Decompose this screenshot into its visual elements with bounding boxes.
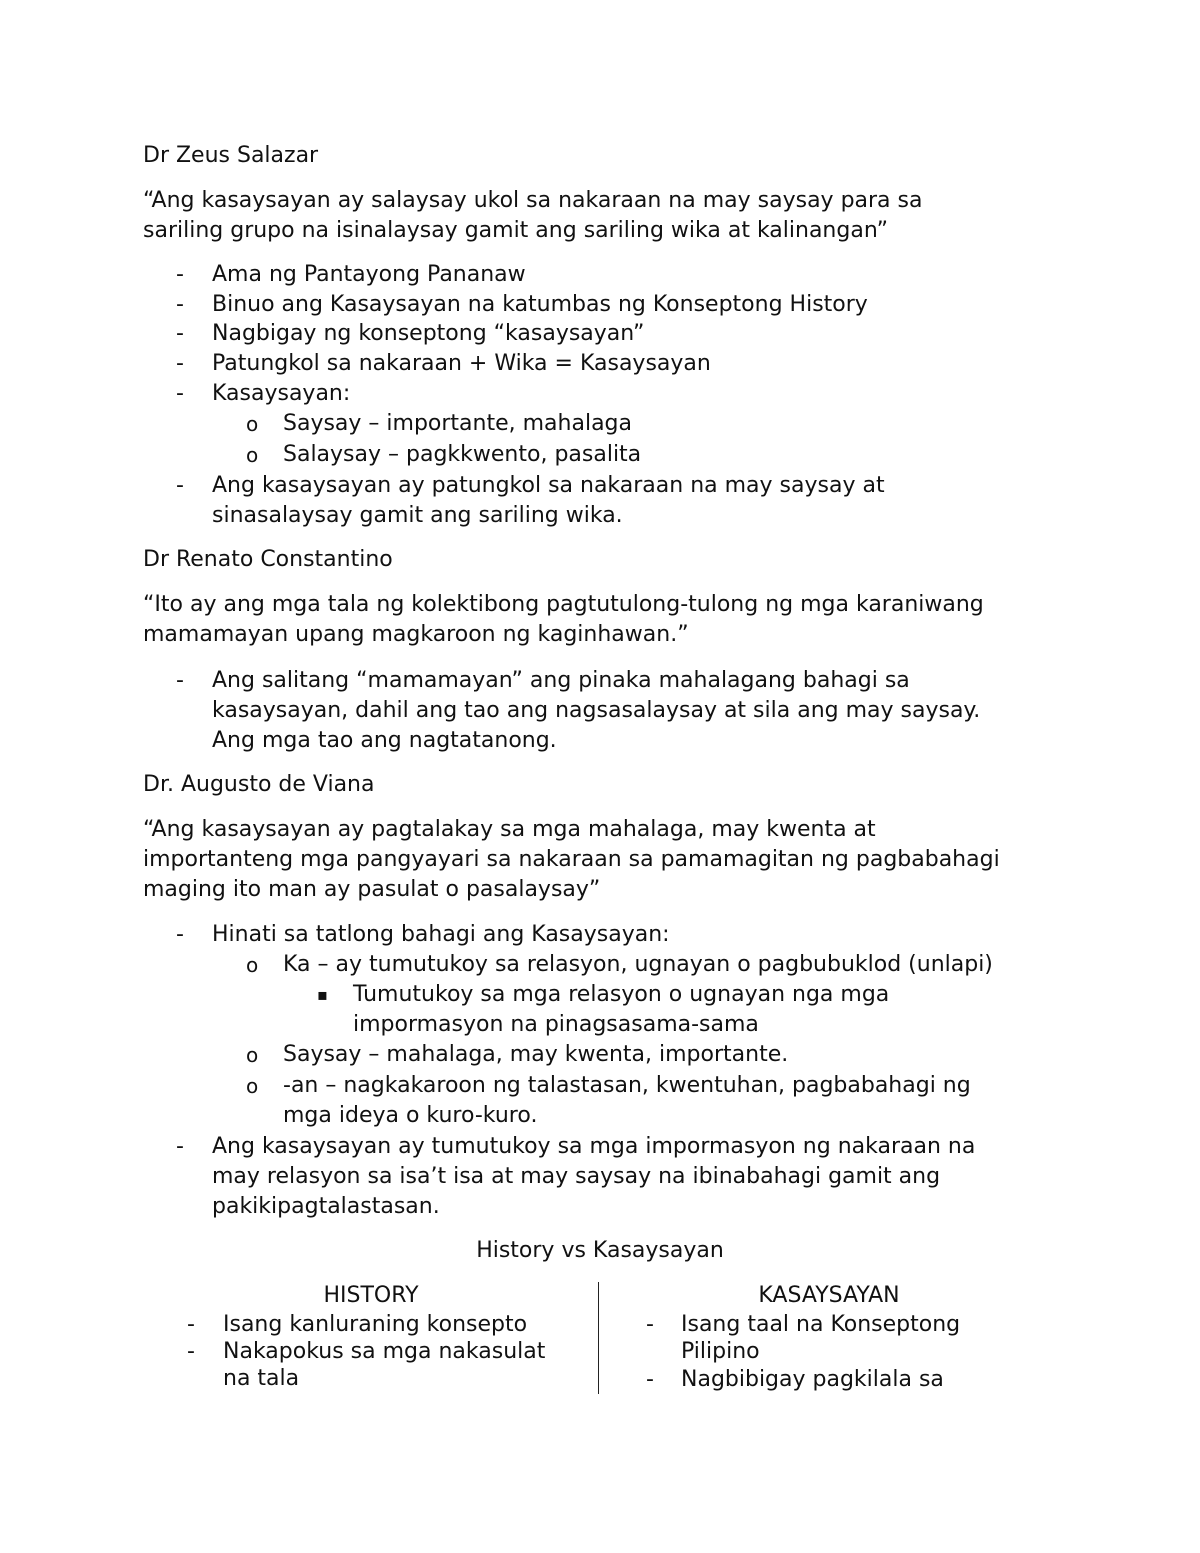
circle-bullet: o bbox=[246, 412, 259, 436]
viana-bullet2-line3: pakikipagtalastasan. bbox=[212, 1194, 440, 1219]
dash-bullet: - bbox=[176, 292, 184, 317]
constantino-bullet1-line3: Ang mga tao ang nagtatanong. bbox=[212, 728, 557, 753]
salazar-quote-line2: sariling grupo na isinalaysay gamit ang sariling wika at kalinangan” bbox=[143, 218, 888, 243]
viana-bullet2-line1: Ang kasaysayan ay tumutukoy sa mga impormasyon ng nakaraan na bbox=[212, 1134, 976, 1159]
kasaysayan-item1-line2: Pilipino bbox=[681, 1339, 760, 1364]
dash-bullet: - bbox=[646, 1367, 654, 1392]
salazar-bullet4: Patungkol sa nakaraan + Wika = Kasaysayan bbox=[212, 351, 711, 376]
viana-subsub1-line1: Tumutukoy sa mga relasyon o ugnayan nga mga bbox=[353, 982, 890, 1007]
viana-sub1: Ka – ay tumutukoy sa relasyon, ugnayan o pagbubuklod (unlapi) bbox=[283, 952, 993, 977]
dash-bullet: - bbox=[187, 1339, 195, 1364]
dash-bullet: - bbox=[176, 262, 184, 287]
constantino-heading: Dr Renato Constantino bbox=[143, 547, 393, 572]
salazar-bullet6-line1: Ang kasaysayan ay patungkol sa nakaraan na may saysay at bbox=[212, 473, 885, 498]
viana-heading: Dr. Augusto de Viana bbox=[143, 772, 375, 797]
dash-bullet: - bbox=[176, 1134, 184, 1159]
salazar-bullet2: Binuo ang Kasaysayan na katumbas ng Konseptong History bbox=[212, 292, 868, 317]
history-header: HISTORY bbox=[323, 1283, 419, 1308]
constantino-bullet1-line1: Ang salitang “mamamayan” ang pinaka mahalagang bahagi sa bbox=[212, 668, 910, 693]
circle-bullet: o bbox=[246, 953, 259, 977]
viana-subsub1-line2: impormasyon na pinagsasama-sama bbox=[353, 1012, 759, 1037]
viana-sub2: Saysay – mahalaga, may kwenta, importante. bbox=[283, 1042, 789, 1067]
viana-quote-line3: maging ito man ay pasulat o pasalaysay” bbox=[143, 877, 601, 902]
salazar-bullet5: Kasaysayan: bbox=[212, 381, 351, 406]
circle-bullet: o bbox=[246, 1074, 259, 1098]
history-item2-line2: na tala bbox=[223, 1366, 300, 1391]
viana-sub3-line2: mga ideya o kuro-kuro. bbox=[283, 1103, 538, 1128]
comparison-title: History vs Kasaysayan bbox=[476, 1238, 724, 1263]
salazar-heading: Dr Zeus Salazar bbox=[143, 143, 319, 168]
dash-bullet: - bbox=[176, 321, 184, 346]
salazar-bullet3: Nagbigay ng konseptong “kasaysayan” bbox=[212, 321, 645, 346]
salazar-bullet1: Ama ng Pantayong Pananaw bbox=[212, 262, 526, 287]
dash-bullet: - bbox=[646, 1312, 654, 1337]
kasaysayan-header: KASAYSAYAN bbox=[758, 1283, 900, 1308]
constantino-bullet1-line2: kasaysayan, dahil ang tao ang nagsasalaysay at sila ang may saysay. bbox=[212, 698, 981, 723]
circle-bullet: o bbox=[246, 1043, 259, 1067]
dash-bullet: - bbox=[176, 381, 184, 406]
history-item2-line1: Nakapokus sa mga nakasulat bbox=[223, 1339, 546, 1364]
salazar-bullet6-line2: sinasalaysay gamit ang sariling wika. bbox=[212, 503, 623, 528]
dash-bullet: - bbox=[176, 351, 184, 376]
viana-bullet1: Hinati sa tatlong bahagi ang Kasaysayan: bbox=[212, 922, 670, 947]
viana-quote-line2: importanteng mga pangyayari sa nakaraan sa pamamagitan ng pagbabahagi bbox=[143, 847, 1000, 872]
salazar-sub1: Saysay – importante, mahalaga bbox=[283, 411, 633, 436]
square-bullet: ▪ bbox=[317, 985, 328, 1004]
salazar-quote-line1: “Ang kasaysayan ay salaysay ukol sa nakaraan na may saysay para sa bbox=[143, 188, 923, 213]
kasaysayan-item2: Nagbibigay pagkilala sa bbox=[681, 1367, 944, 1392]
viana-bullet2-line2: may relasyon sa isa’t isa at may saysay na ibinabahagi gamit ang bbox=[212, 1164, 941, 1189]
viana-quote-line1: “Ang kasaysayan ay pagtalakay sa mga mahalaga, may kwenta at bbox=[143, 817, 876, 842]
viana-sub3-line1: -an – nagkakaroon ng talastasan, kwentuhan, pagbabahagi ng bbox=[283, 1073, 971, 1098]
dash-bullet: - bbox=[176, 668, 184, 693]
constantino-quote-line2: mamamayan upang magkaroon ng kaginhawan.” bbox=[143, 622, 689, 647]
history-item1: Isang kanluraning konsepto bbox=[223, 1312, 528, 1337]
circle-bullet: o bbox=[246, 443, 259, 467]
constantino-quote-line1: “Ito ay ang mga tala ng kolektibong pagtutulong-tulong ng mga karaniwang bbox=[143, 592, 984, 617]
dash-bullet: - bbox=[176, 473, 184, 498]
kasaysayan-item1-line1: Isang taal na Konseptong bbox=[681, 1312, 961, 1337]
dash-bullet: - bbox=[187, 1312, 195, 1337]
dash-bullet: - bbox=[176, 922, 184, 947]
salazar-sub2: Salaysay – pagkkwento, pasalita bbox=[283, 442, 642, 467]
